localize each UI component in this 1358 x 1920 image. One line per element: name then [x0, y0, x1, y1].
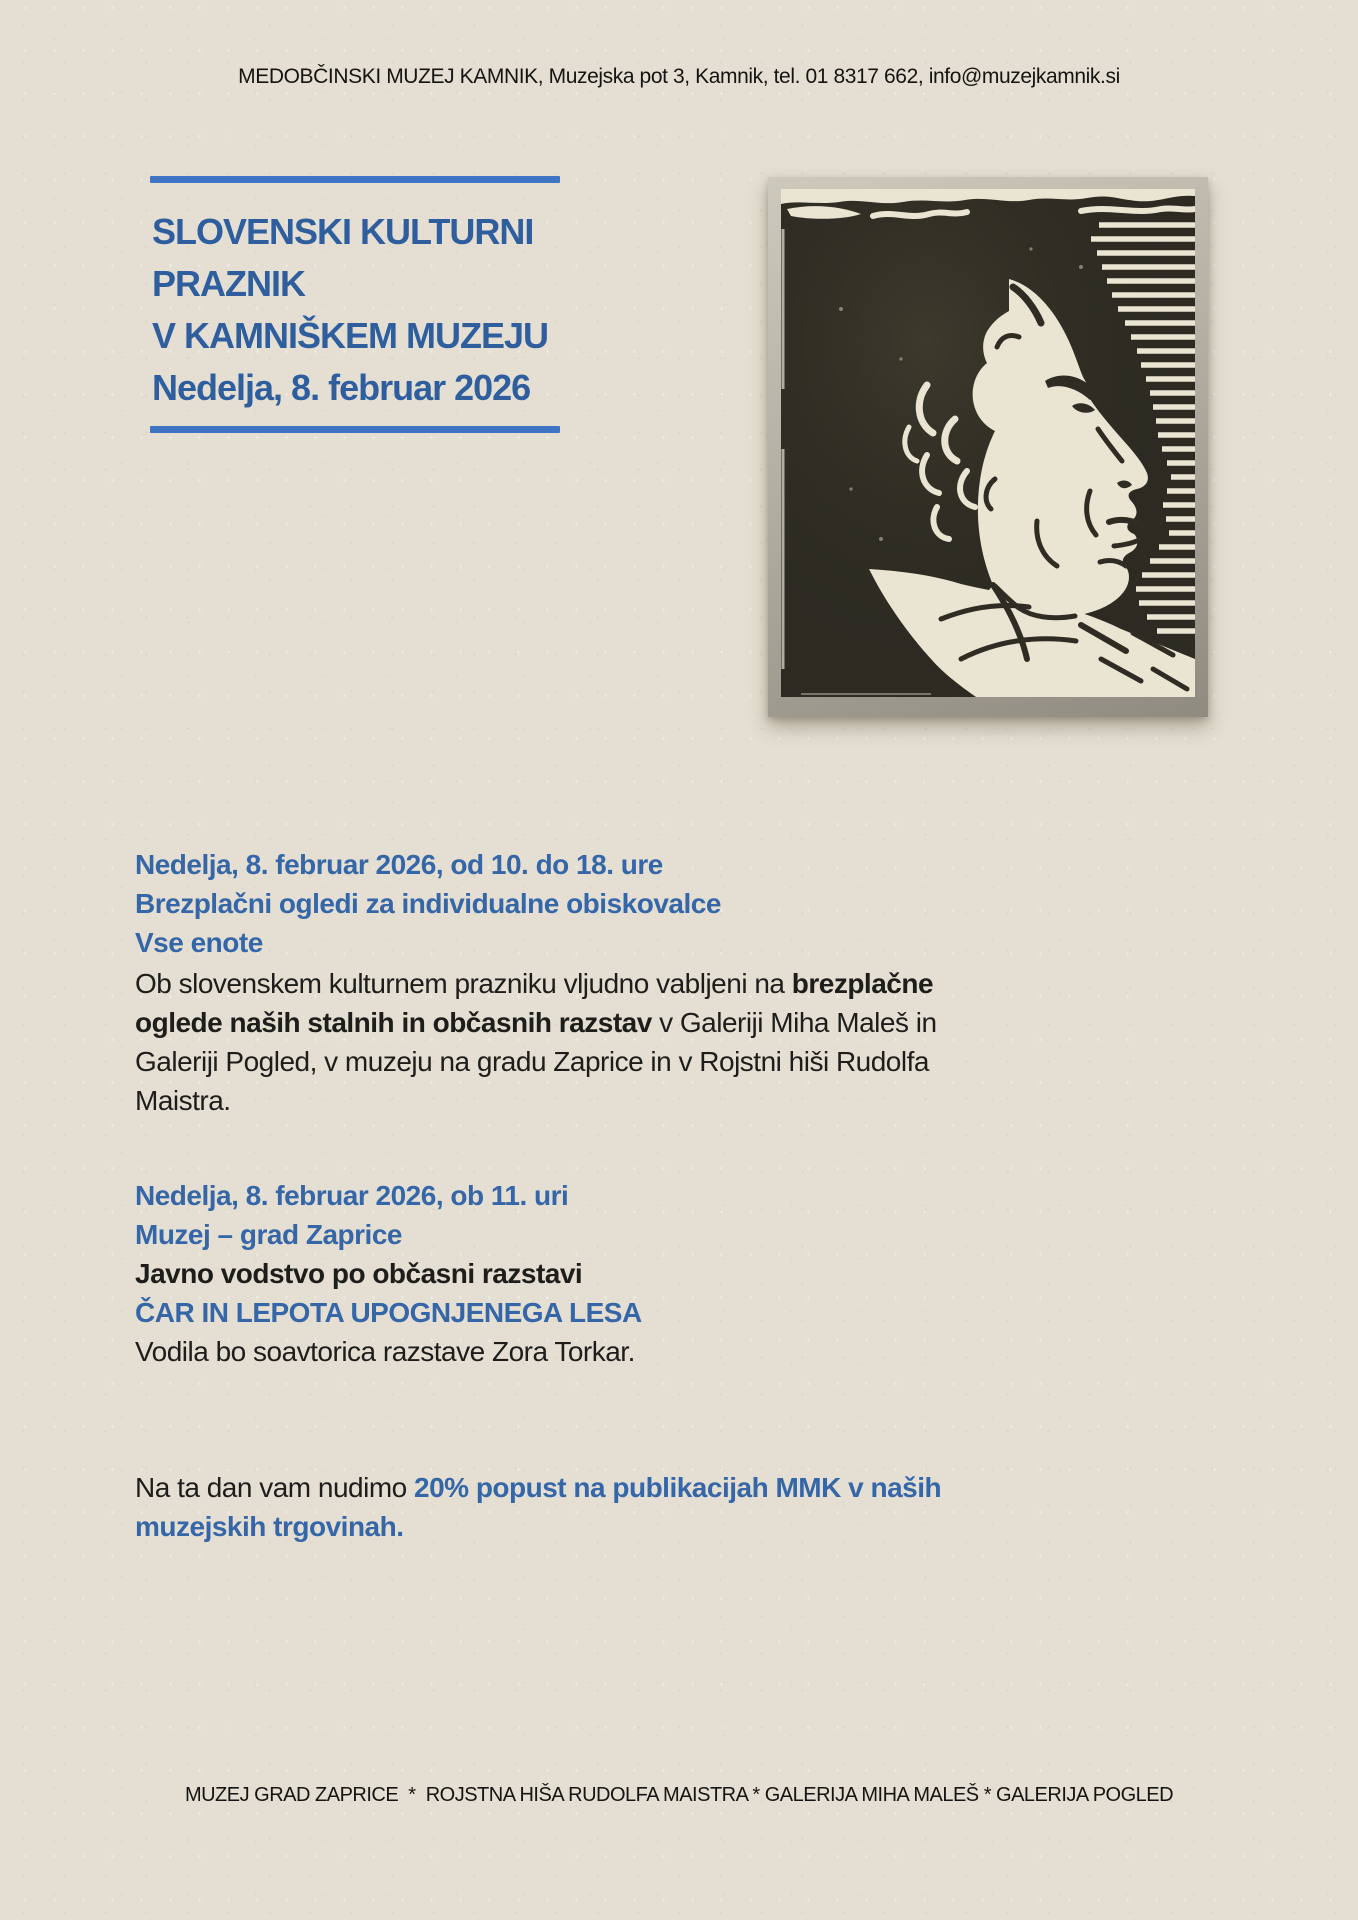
- event1-desc-line2-bold: oglede naših stalnih in občasnih razstav: [135, 1007, 652, 1038]
- title-rule-top: [150, 176, 560, 183]
- poster-title: [152, 206, 548, 414]
- title-line-1: SLOVENSKI KULTURNI: [152, 211, 534, 252]
- event1-desc-line1-normal: Ob slovenskem kulturnem prazniku vljudno vabljeni na: [135, 968, 792, 999]
- event1-desc-line3: Galeriji Pogled, v muzeju na gradu Zaprice in v Rojstni hiši Rudolfa: [135, 1046, 929, 1077]
- title-rule-bottom: [150, 426, 560, 433]
- event2-guide-line: Vodila bo soavtorica razstave Zora Torkar.: [135, 1336, 635, 1367]
- event1-location-line: Vse enote: [135, 927, 263, 958]
- event1-desc-line4: Maistra.: [135, 1085, 231, 1116]
- museum-units-footer: MUZEJ GRAD ZAPRICE * ROJSTNA HIŠA RUDOLFA MAISTRA * GALERIJA MIHA MALEŠ * GALERIJA POGLED: [184, 1784, 1174, 1806]
- discount-line1-blue: 20% popust na publikacijah MMK v naših: [414, 1472, 942, 1503]
- woodcut-profile-portrait: [781, 189, 1195, 697]
- event1-date-line: Nedelja, 8. februar 2026, od 10. do 18. ure: [135, 849, 663, 880]
- event-free-admission: [135, 845, 937, 1120]
- title-line-3: V KAMNIŠKEM MUZEJU: [152, 315, 549, 356]
- discount-note: [135, 1468, 941, 1546]
- event1-title-line: Brezplačni ogledi za individualne obiskovalce: [135, 888, 721, 919]
- portrait-frame: [768, 177, 1208, 717]
- event1-desc-line2-normal: v Galeriji Miha Maleš in: [651, 1007, 937, 1038]
- museum-contact-header: MEDOBČINSKI MUZEJ KAMNIK, Muzejska pot 3, Kamnik, tel. 01 8317 662, info@muzejkamnik.si: [238, 65, 1120, 88]
- discount-line1-black: Na ta dan vam nudimo: [135, 1472, 414, 1503]
- event2-date-line: Nedelja, 8. februar 2026, ob 11. uri: [135, 1180, 569, 1211]
- event1-description: [135, 964, 937, 1120]
- event1-desc-line1-bold: brezplačne: [791, 968, 934, 999]
- event2-title-line: Javno vodstvo po občasni razstavi: [135, 1258, 583, 1289]
- title-line-2: PRAZNIK: [152, 263, 305, 304]
- event2-location-line: Muzej – grad Zaprice: [135, 1219, 402, 1250]
- discount-line2: muzejskih trgovinah.: [135, 1511, 404, 1542]
- event-guided-tour: [135, 1176, 642, 1371]
- event2-exhibition-name: ČAR IN LEPOTA UPOGNJENEGA LESA: [135, 1297, 642, 1328]
- title-line-4: Nedelja, 8. februar 2026: [152, 367, 531, 408]
